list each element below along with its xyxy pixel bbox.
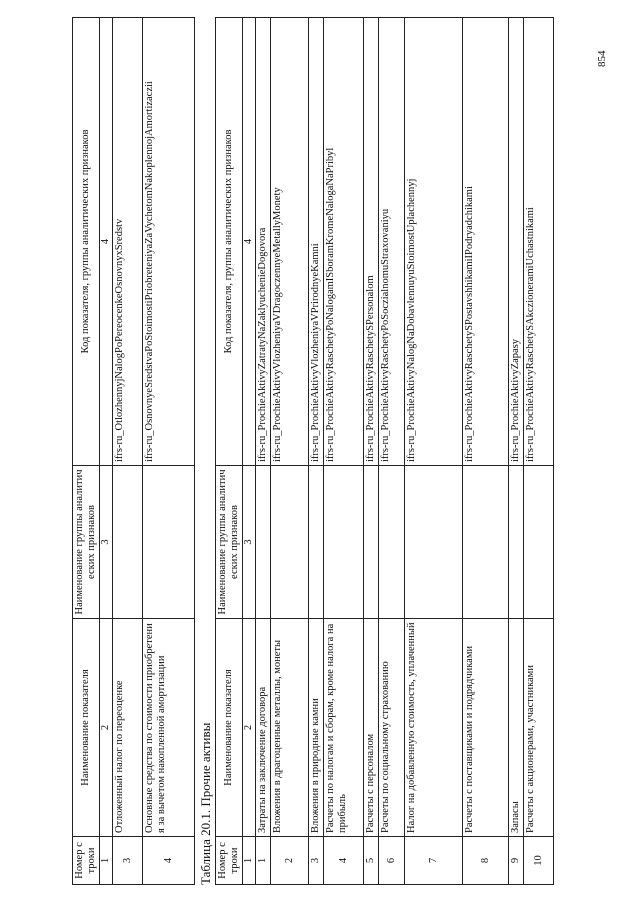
indicator-name: Расчеты по социальному страхованию bbox=[379, 619, 405, 837]
header-indicator-name: Наименование показателя bbox=[216, 619, 243, 837]
column-number: 3 bbox=[243, 466, 256, 619]
indicator-name: Основные средства по стоимости приобретения за вычетом накопленной амортизации bbox=[143, 619, 195, 837]
table-row bbox=[405, 18, 463, 885]
indicator-code: ifrs-ru_ProchieAktivyVlozheniyaVDragoczennyeMetallyMonety bbox=[271, 18, 309, 466]
table-row bbox=[364, 18, 379, 885]
indicator-name: Налог на добавленную стоимость, уплаченный bbox=[405, 619, 463, 837]
indicator-code: ifrs-ru_ProchieAktivyVlozheniyaVPrirodnyeKamni bbox=[309, 18, 324, 466]
group-name bbox=[405, 466, 463, 619]
row-number: 3 bbox=[113, 837, 143, 885]
group-name bbox=[113, 466, 143, 619]
indicator-code: ifrs-ru_ProchieAktivyRaschetyPoSoczialnomuStraxovaniyu bbox=[379, 18, 405, 466]
row-number: 5 bbox=[364, 837, 379, 885]
table-row bbox=[524, 18, 554, 885]
indicator-name: Расчеты с акционерами, участниками bbox=[524, 619, 554, 837]
group-name bbox=[509, 466, 524, 619]
row-number: 3 bbox=[309, 837, 324, 885]
indicator-code: ifrs-ru_ProchieAktivyRaschetySAkczioneramiUchastnikami bbox=[524, 18, 554, 466]
page-number: 854 bbox=[596, 50, 608, 67]
column-number: 2 bbox=[100, 619, 113, 837]
table-row bbox=[324, 18, 364, 885]
group-name bbox=[524, 466, 554, 619]
indicator-name: Расчеты по налогам и сборам, кроме налога на прибыль bbox=[324, 619, 364, 837]
header-group-name: Наименование группы аналитических признаков bbox=[216, 466, 243, 619]
group-name bbox=[271, 466, 309, 619]
row-number: 4 bbox=[324, 837, 364, 885]
table-row bbox=[379, 18, 405, 885]
indicator-code: ifrs-ru_ProchieAktivyRaschetySPostavshhikamiIPodryadchikami bbox=[463, 18, 509, 466]
indicator-name: Вложения в природные камни bbox=[309, 619, 324, 837]
column-number-row bbox=[100, 18, 113, 885]
indicator-code: ifrs-ru_ProchieAktivyRaschetySPersonalom bbox=[364, 18, 379, 466]
group-name bbox=[364, 466, 379, 619]
header-code: Код показателя, группы аналитических признаков bbox=[216, 18, 243, 466]
indicator-code: ifrs-ru_ProchieAktivyRaschetyPoNalogamISboramKromeNalogaNaPribyl bbox=[324, 18, 364, 466]
row-number: 7 bbox=[405, 837, 463, 885]
column-number: 1 bbox=[243, 837, 256, 885]
table-row bbox=[463, 18, 509, 885]
table-row bbox=[271, 18, 309, 885]
table-row bbox=[309, 18, 324, 885]
row-number: 9 bbox=[509, 837, 524, 885]
group-name bbox=[463, 466, 509, 619]
indicator-code: ifrs-ru_ProchieAktivyZatratyNaZaklyuchenieDogovora bbox=[256, 18, 271, 466]
table-row bbox=[143, 18, 195, 885]
header-row-number: Номер строки bbox=[216, 837, 243, 885]
row-number: 10 bbox=[524, 837, 554, 885]
indicator-name: Расчеты с персоналом bbox=[364, 619, 379, 837]
row-number: 8 bbox=[463, 837, 509, 885]
row-number: 2 bbox=[271, 837, 309, 885]
column-number: 3 bbox=[100, 466, 113, 619]
header-row-number: Номер строки bbox=[73, 837, 100, 885]
header-indicator-name: Наименование показателя bbox=[73, 619, 100, 837]
row-number: 6 bbox=[379, 837, 405, 885]
indicator-code: ifrs-ru_ProchieAktivyNalogNaDobavlennuyuStoimostUplachennyj bbox=[405, 18, 463, 466]
group-name bbox=[379, 466, 405, 619]
indicator-code: ifrs-ru_OsnovnyeSredstvaPoStoimostiPriobreteniyaZaVychetomNakoplennojAmortizaczii bbox=[143, 18, 195, 466]
indicator-name: Затраты на заключение договора bbox=[256, 619, 271, 837]
group-name bbox=[256, 466, 271, 619]
table-continued bbox=[72, 17, 195, 885]
indicator-name: Отложенный налог по переоценке bbox=[113, 619, 143, 837]
row-number: 4 bbox=[143, 837, 195, 885]
column-number-row bbox=[243, 18, 256, 885]
column-number: 4 bbox=[243, 18, 256, 466]
table-row bbox=[509, 18, 524, 885]
table-header-row bbox=[216, 18, 243, 885]
group-name bbox=[324, 466, 364, 619]
indicator-name: Запасы bbox=[509, 619, 524, 837]
row-number: 1 bbox=[256, 837, 271, 885]
table-row bbox=[113, 18, 143, 885]
header-code: Код показателя, группы аналитических признаков bbox=[73, 18, 100, 466]
indicator-code: ifrs-ru_ProchieAktivyZapasy bbox=[509, 18, 524, 466]
table-row bbox=[256, 18, 271, 885]
indicator-name: Расчеты с поставщиками и подрядчиками bbox=[463, 619, 509, 837]
table-header-row bbox=[73, 18, 100, 885]
table-other-assets bbox=[215, 17, 554, 885]
group-name bbox=[143, 466, 195, 619]
header-group-name: Наименование группы аналитических признаков bbox=[73, 466, 100, 619]
indicator-name: Вложения в драгоценные металлы, монеты bbox=[271, 619, 309, 837]
column-number: 2 bbox=[243, 619, 256, 837]
group-name bbox=[309, 466, 324, 619]
column-number: 1 bbox=[100, 837, 113, 885]
table-caption: Таблица 20.1. Прочие активы bbox=[198, 722, 213, 885]
indicator-code: ifrs-ru_OtlozhennyjNalogPoPereocenkeOsnovnyxSredstv bbox=[113, 18, 143, 466]
column-number: 4 bbox=[100, 18, 113, 466]
